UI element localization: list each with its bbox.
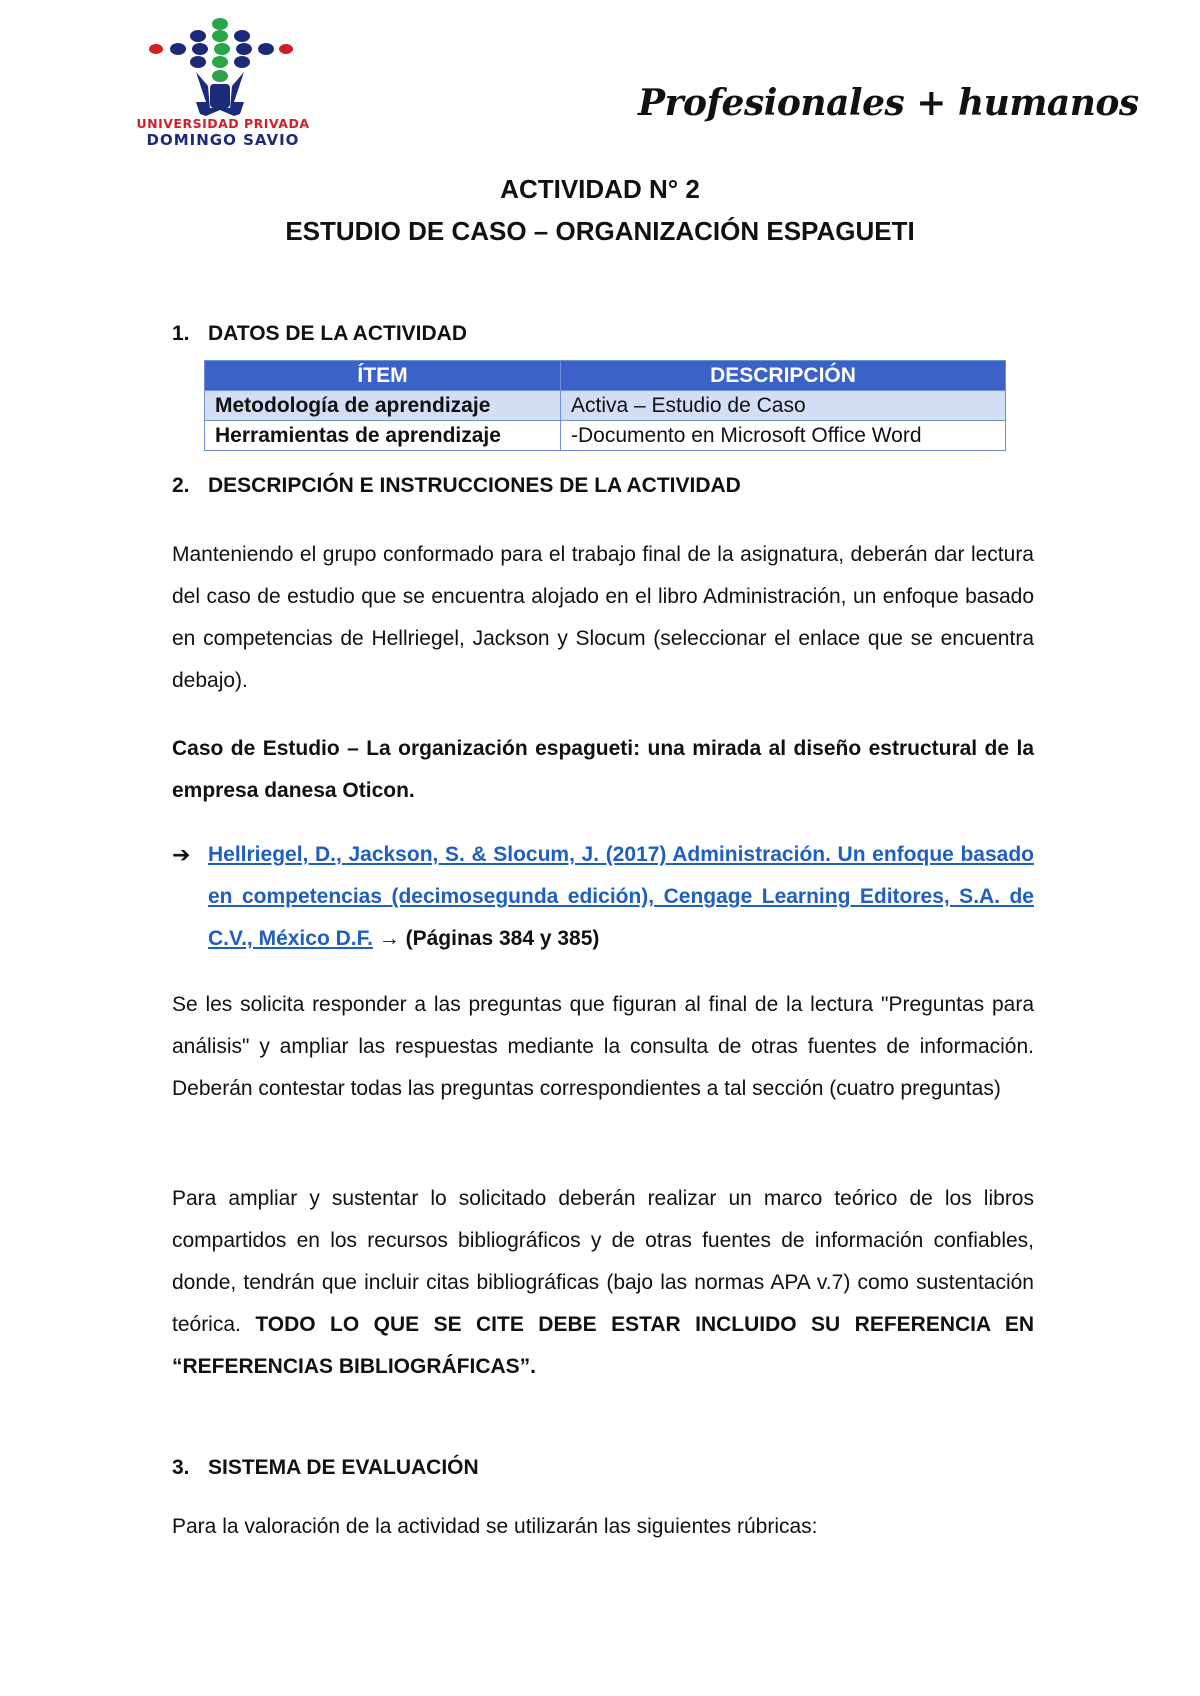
table-cell-key: Herramientas de aprendizaje	[205, 421, 561, 451]
slogan: Profesionales + humanos	[638, 82, 1139, 124]
theory-bold-text: TODO LO QUE SE CITE DEBE ESTAR INCLUIDO SU REFERENCIA EN “REFERENCIAS BIBLIOGRÁFICAS”.	[172, 1313, 1034, 1378]
section-1-heading	[172, 322, 467, 346]
title-line-1: ACTIVIDAD N° 2	[500, 174, 700, 204]
table-header-row	[205, 361, 1006, 391]
book-reference-link[interactable]: Hellriegel, D., Jackson, S. & Slocum, J. (2017) Administración. Un enfoque basado en competencias (decimosegunda edición), Cengage Learning Editores, S.A. de C.V., México D.F.	[208, 843, 1034, 950]
instructions-paragraph: Manteniendo el grupo conformado para el trabajo final de la asignatura, deberán dar lectura del caso de estudio que se encuentra alojado en el libro Administración, un enfoque basado en competencias de Hellriegel, Jackson y Slocum (seleccionar el enlace que se encuentra debajo).	[172, 543, 1034, 692]
table-row	[205, 421, 1006, 451]
evaluation-paragraph: Para la valoración de la actividad se utilizarán las siguientes rúbricas:	[172, 1515, 818, 1538]
section-1-number: 1.	[172, 322, 190, 345]
logo-line-2: DOMINGO SAVIO	[146, 131, 300, 149]
title-line-2: ESTUDIO DE CASO – ORGANIZACIÓN ESPAGUETI	[285, 216, 915, 246]
reference-block	[208, 834, 1034, 960]
section-1-title: DATOS DE LA ACTIVIDAD	[208, 322, 468, 345]
table-cell-value: Activa – Estudio de Caso	[561, 391, 1006, 421]
activity-data-table	[204, 360, 1006, 451]
questions-paragraph: Se les solicita responder a las preguntas que figuran al final de la lectura "Preguntas para análisis" y ampliar las respuestas mediante la consulta de otras fuentes de información. Deberán contestar todas las preguntas correspondientes a tal sección (cuatro preguntas)	[172, 993, 1034, 1100]
section-3-title: SISTEMA DE EVALUACIÓN	[208, 1456, 479, 1479]
section-3-heading	[172, 1456, 479, 1480]
logo-line-1: UNIVERSIDAD PRIVADA	[136, 116, 310, 131]
document-title	[0, 168, 1200, 252]
table-row	[205, 391, 1006, 421]
section-2-title: DESCRIPCIÓN E INSTRUCCIONES DE LA ACTIVIDAD	[208, 474, 741, 497]
case-study-title: Caso de Estudio – La organización espagueti: una mirada al diseño estructural de la empresa danesa Oticon.	[172, 737, 1034, 802]
table-header-description: DESCRIPCIÓN	[561, 361, 1006, 391]
table-cell-key: Metodología de aprendizaje	[205, 391, 561, 421]
table-cell-value: -Documento en Microsoft Office Word	[561, 421, 1006, 451]
section-2-number: 2.	[172, 474, 190, 497]
theory-text: Para ampliar y sustentar lo solicitado deberán realizar un marco teórico de los libros compartidos en los recursos bibliográficos y de otras fuentes de información confiables, donde, tendrán que incluir citas bibliográficas (bajo las normas APA v.7) como sustentación teórica.	[172, 1187, 1034, 1336]
table-header-item: ÍTEM	[205, 361, 561, 391]
theory-paragraph	[172, 1178, 1034, 1388]
section-3-number: 3.	[172, 1456, 190, 1479]
reference-pages: → (Páginas 384 y 385)	[372, 927, 600, 950]
section-2-heading	[172, 474, 741, 498]
arrow-icon: ➔	[172, 842, 191, 867]
